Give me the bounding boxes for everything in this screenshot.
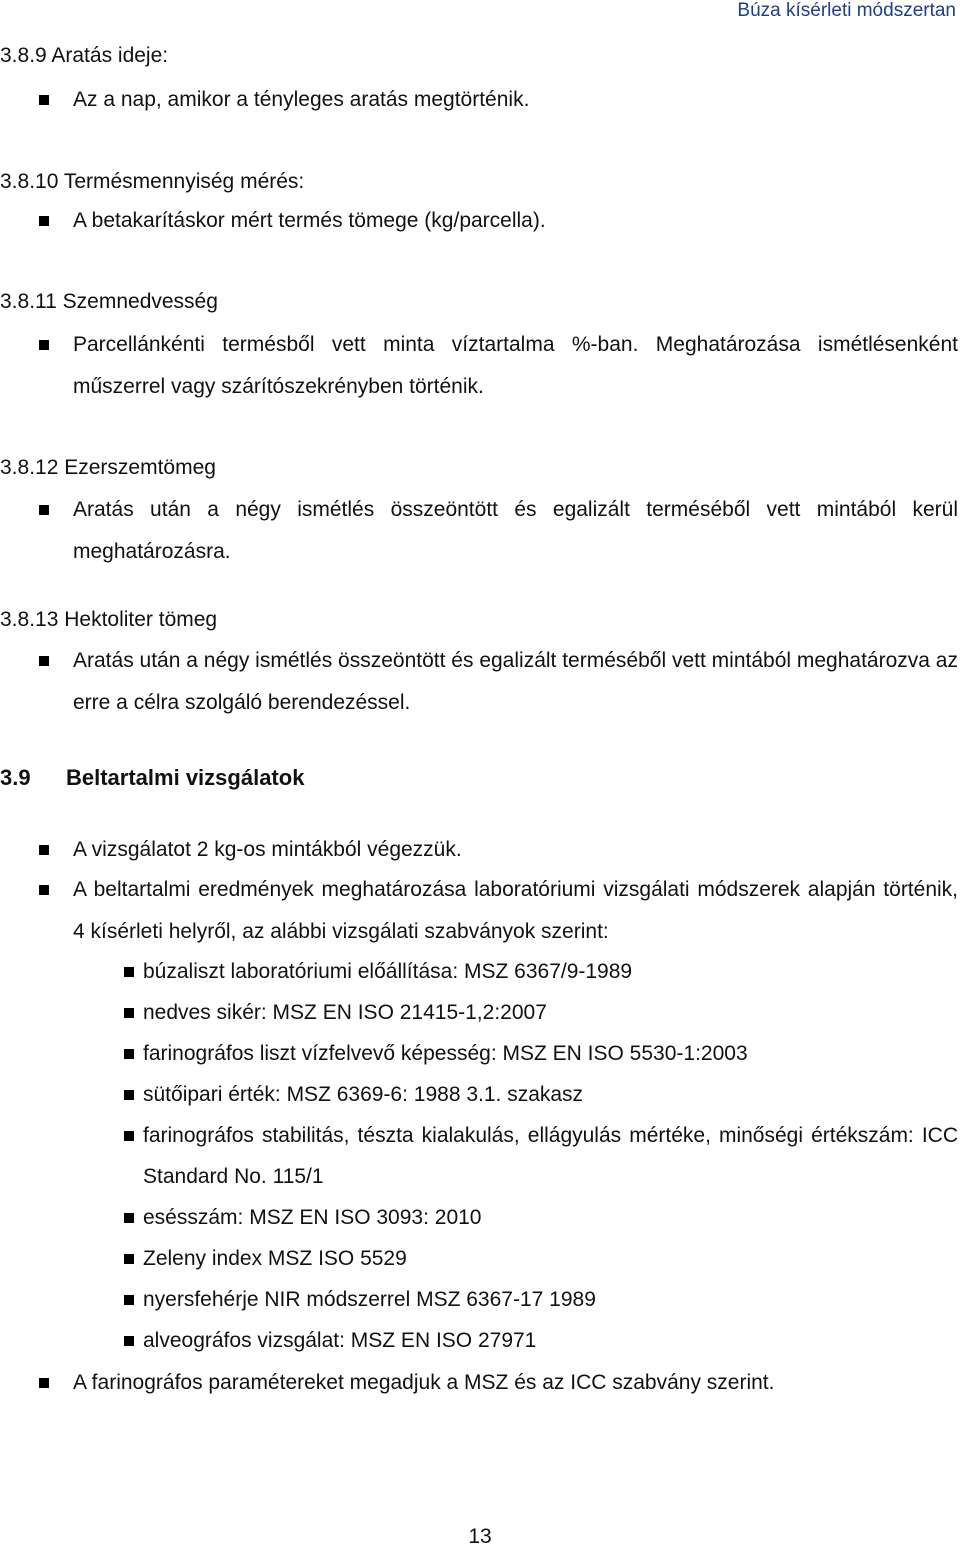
- bullet-icon: [39, 95, 49, 105]
- bullet-icon: [124, 1090, 134, 1100]
- bullet-text: Parcellánkénti termésből vett minta víztartalma %-ban. Meghatározása ismétlésenként műszerrel vagy szárítószekrényben történik.: [73, 333, 958, 398]
- sub-bullet-text: búzaliszt laboratóriumi előállítása: MSZ 6367/9-1989: [143, 960, 633, 983]
- bullet-icon: [124, 1295, 134, 1305]
- section-heading-3-9: [0, 765, 304, 791]
- bullet-icon: [124, 1049, 134, 1059]
- bullet-icon: [39, 340, 49, 350]
- bullet-icon: [39, 845, 49, 855]
- section-title-3-8-12: 3.8.12 Ezerszemtömeg: [0, 456, 216, 479]
- sub-bullet-text: sütőipari érték: MSZ 6369-6: 1988 3.1. szakasz: [143, 1083, 584, 1106]
- bullet-icon: [39, 505, 49, 515]
- sub-bullet-text: farinográfos stabilitás, tészta kialakulás, ellágyulás mértéke, minőségi értékszám: ICC Standard No. 115/1: [143, 1124, 958, 1188]
- page-number: 13: [468, 1525, 492, 1548]
- sub-bullet-text: Zeleny index MSZ ISO 5529: [143, 1247, 407, 1270]
- sub-bullet-text: farinográfos liszt vízfelvevő képesség: MSZ EN ISO 5530-1:2003: [143, 1042, 748, 1065]
- bullet-icon: [124, 1254, 134, 1264]
- bullet-text: Az a nap, amikor a tényleges aratás megtörténik.: [73, 88, 530, 111]
- bullet-text: A betakarításkor mért termés tömege (kg/parcella).: [73, 209, 546, 232]
- bullet-icon: [124, 1213, 134, 1223]
- section-title-3-8-9: 3.8.9 Aratás ideje:: [0, 44, 169, 67]
- bullet-icon: [124, 1131, 134, 1141]
- bullet-icon: [39, 656, 49, 666]
- bullet-icon: [39, 216, 49, 226]
- bullet-text: A farinográfos paramétereket megadjuk a MSZ és az ICC szabvány szerint.: [73, 1371, 775, 1394]
- running-header: Búza kísérleti módszertan: [737, 0, 956, 21]
- sub-bullet-text: alveográfos vizsgálat: MSZ EN ISO 27971: [143, 1329, 537, 1352]
- bullet-text: A beltartalmi eredmények meghatározása laboratóriumi vizsgálati módszerek alapján történik, 4 kísérleti helyről, az alábbi vizsgálati szabványok szerint:: [73, 878, 958, 943]
- sub-bullet-text: esésszám: MSZ EN ISO 3093: 2010: [143, 1206, 482, 1229]
- bullet-text: A vizsgálatot 2 kg-os mintákból végezzük.: [73, 838, 462, 861]
- section-title-3-8-13: 3.8.13 Hektoliter tömeg: [0, 608, 218, 631]
- bullet-text: Aratás után a négy ismétlés összeöntött és egalizált terméséből vett mintából meghatározva az erre a célra szolgáló berendezéssel.: [73, 649, 958, 714]
- section-title-3-8-11: 3.8.11 Szemnedvesség: [0, 290, 218, 313]
- section-title-3-8-10: 3.8.10 Termésmennyiség mérés:: [0, 170, 305, 193]
- bullet-icon: [124, 967, 134, 977]
- bullet-icon: [124, 1336, 134, 1346]
- sub-bullet-text: nyersfehérje NIR módszerrel MSZ 6367-17 1989: [143, 1288, 596, 1311]
- sub-bullet-text: nedves sikér: MSZ EN ISO 21415-1,2:2007: [143, 1001, 547, 1024]
- section-heading-text: Beltartalmi vizsgálatok: [66, 765, 305, 790]
- bullet-icon: [39, 1378, 49, 1388]
- section-number: 3.9: [0, 765, 31, 790]
- bullet-icon: [39, 885, 49, 895]
- bullet-icon: [124, 1008, 134, 1018]
- bullet-text: Aratás után a négy ismétlés összeöntött és egalizált terméséből vett mintából kerül meghatározásra.: [73, 498, 958, 563]
